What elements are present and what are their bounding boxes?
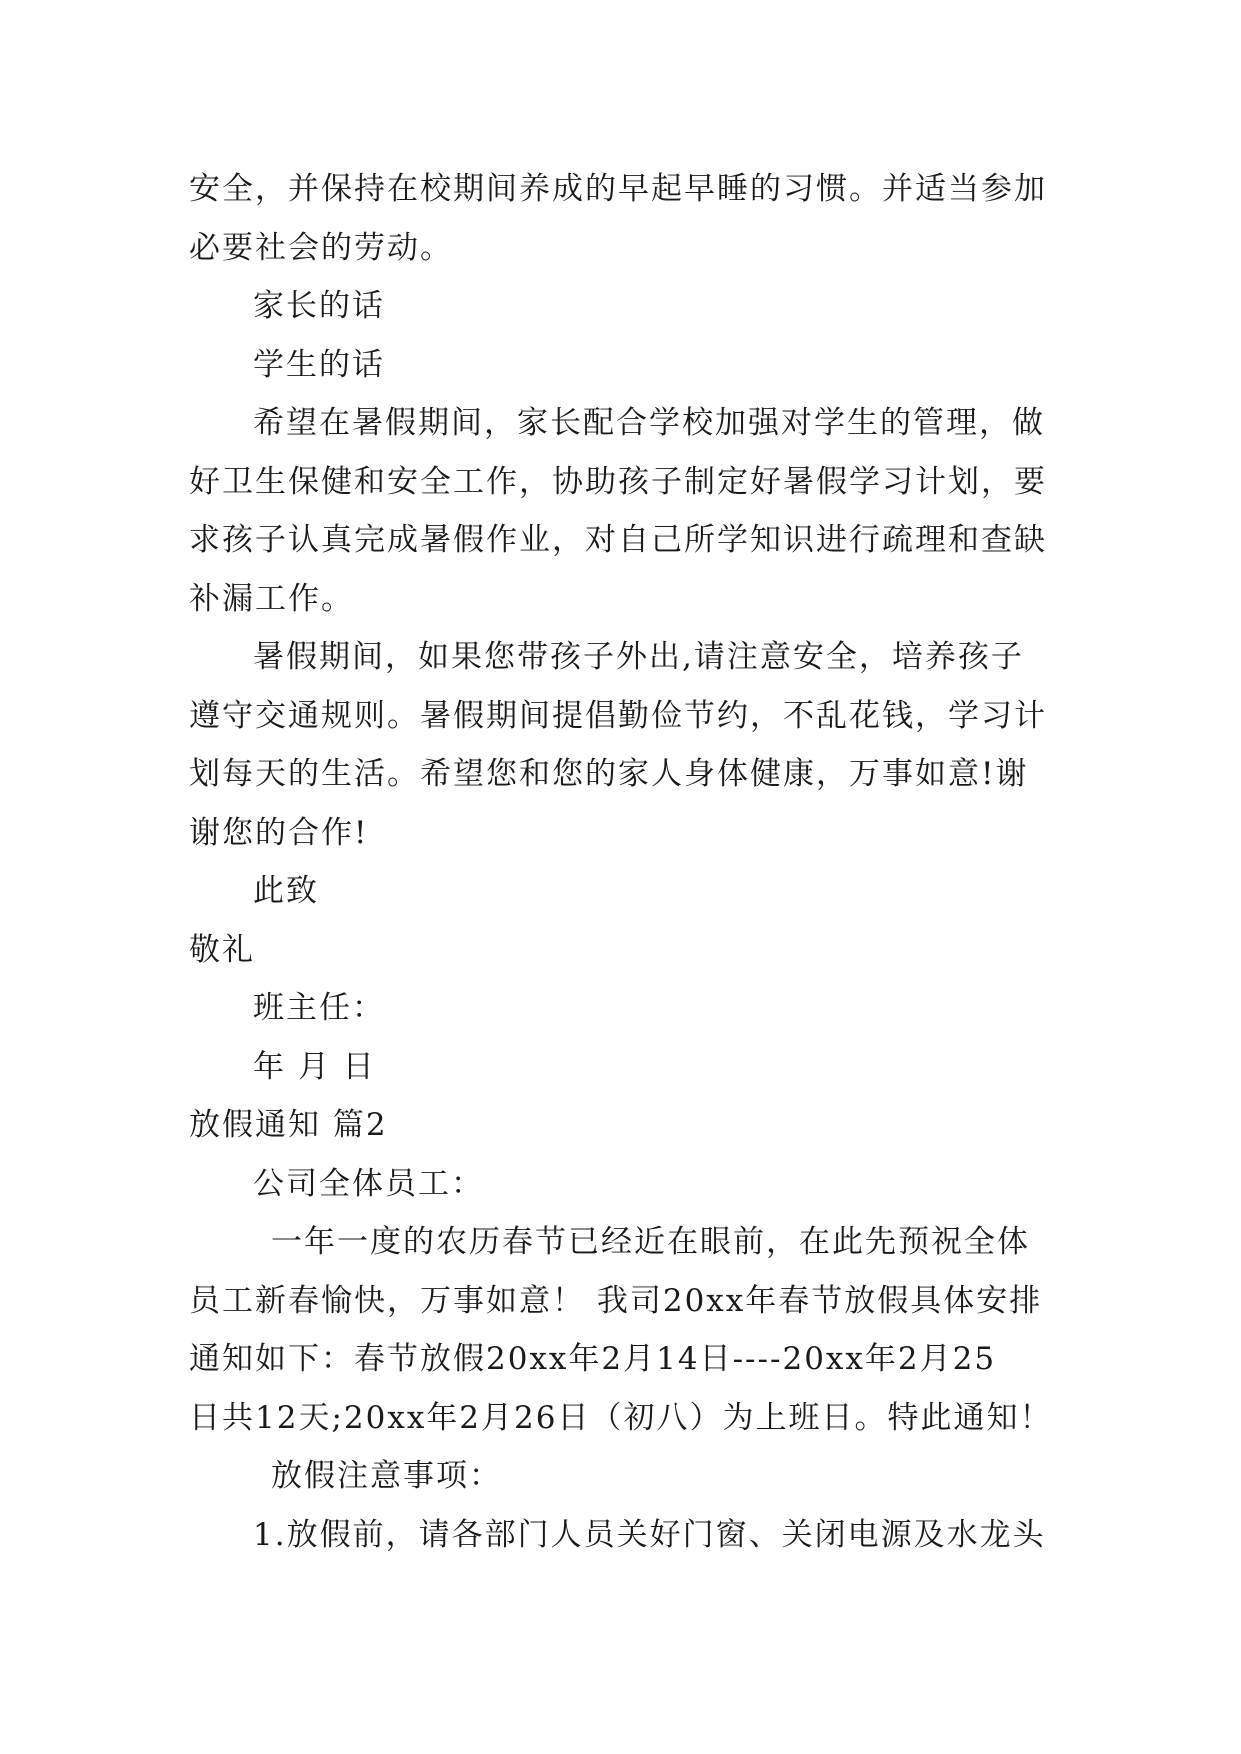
text-line: 此致 bbox=[253, 873, 319, 909]
text-line: 员工新春愉快，万事如意！ 我司20xx年春节放假具体安排 bbox=[189, 1282, 1043, 1319]
text-line: 补漏工作。 bbox=[189, 580, 354, 617]
text-line: 安全，并保持在校期间养成的早起早睡的习惯。并适当参加 bbox=[189, 171, 1047, 207]
text-line: 通知如下：春节放假20xx年2月14日----20xx年2月25 bbox=[189, 1341, 997, 1377]
text-line: 希望在暑假期间，家长配合学校加强对学生的管理，做 bbox=[253, 405, 1045, 441]
text-line: 放假通知 篇2 bbox=[189, 1107, 388, 1143]
text-line: 暑假期间，如果您带孩子外出,请注意安全，培养孩子 bbox=[253, 639, 1024, 675]
text-line: 好卫生保健和安全工作，协助孩子制定好暑假学习计划，要 bbox=[189, 463, 1047, 500]
text-line: 敬礼 bbox=[189, 931, 255, 968]
text-line: 家长的话 bbox=[253, 288, 385, 324]
text-line: 谢您的合作! bbox=[189, 814, 369, 851]
text-line: 划每天的生活。希望您和您的家人身体健康，万事如意!谢 bbox=[189, 756, 1029, 792]
text-line: 1.放假前，请各部门人员关好门窗、关闭电源及水龙头 bbox=[253, 1516, 1046, 1553]
text-line: 年 月 日 bbox=[253, 1048, 376, 1085]
document-body bbox=[189, 160, 1059, 1564]
text-line: 求孩子认真完成暑假作业，对自己所学知识进行疏理和查缺 bbox=[189, 522, 1047, 558]
text-line: 公司全体员工： bbox=[253, 1165, 484, 1202]
text-line: 放假注意事项： bbox=[271, 1458, 502, 1494]
text-line: 一年一度的农历春节已经近在眼前，在此先预祝全体 bbox=[271, 1224, 1030, 1260]
text-line: 遵守交通规则。暑假期间提倡勤俭节约，不乱花钱，学习计 bbox=[189, 697, 1047, 734]
text-line: 日共12天;20xx年2月26日（初八）为上班日。特此通知！ bbox=[189, 1399, 1053, 1436]
text-line: 班主任： bbox=[253, 990, 385, 1026]
text-line: 学生的话 bbox=[253, 346, 385, 383]
text-line: 必要社会的劳动。 bbox=[189, 229, 453, 266]
